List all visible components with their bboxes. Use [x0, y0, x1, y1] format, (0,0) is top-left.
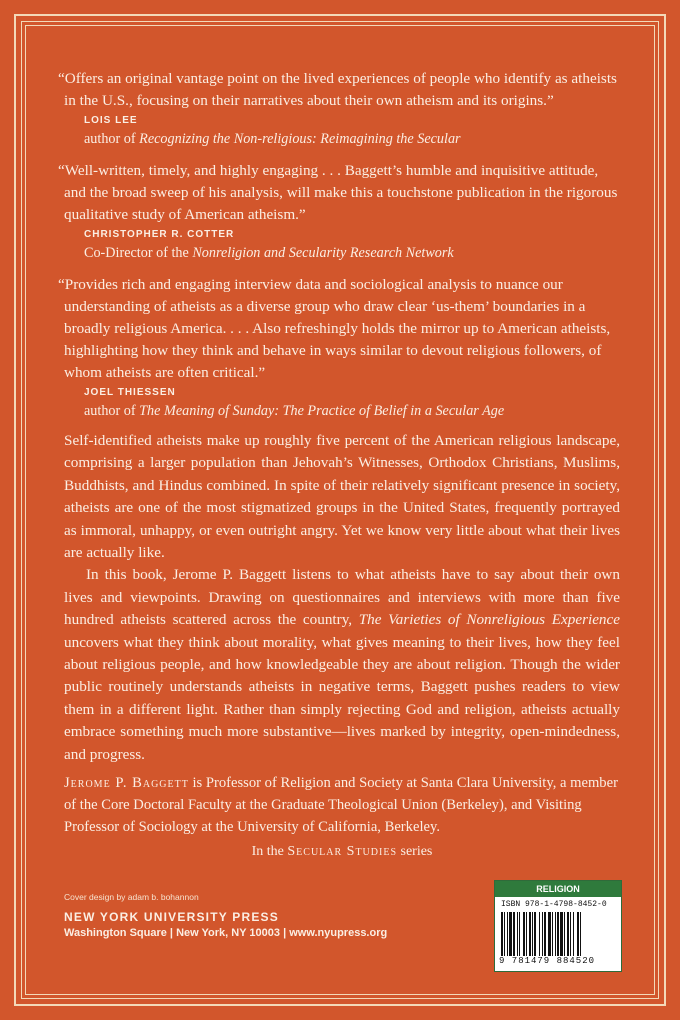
blurb-author-name: CHRISTOPHER R. COTTER — [84, 229, 235, 240]
barcode-bar — [534, 912, 536, 956]
barcode-bar — [567, 912, 569, 956]
barcode-bar — [507, 912, 508, 956]
blurb-3 — [58, 274, 620, 422]
barcode-bar — [552, 912, 553, 956]
blurb-quote: “Offers an original vantage point on the lived experiences of people who identify as atheists in the U.S., focusing on their narratives about their own atheism and its origins.” — [58, 70, 617, 109]
barcode-bar — [560, 912, 563, 956]
blurb-1 — [58, 68, 620, 150]
barcode-bar — [539, 912, 540, 956]
barcode-icon — [499, 912, 617, 956]
blurb-author-credit: Co-Director of the Nonreligion and Secularity Research Network — [84, 245, 454, 261]
barcode-bar — [570, 912, 571, 956]
blurb-quote: “Well-written, timely, and highly engaging . . . Baggett’s humble and inquisitive attitude, and the broad sweep of his analysis, will make this a touchstone publication in the rigorous qualitative study of American atheism.” — [58, 162, 618, 223]
barcode-number: 9 781479 884520 — [499, 956, 596, 966]
barcode-bar — [501, 912, 503, 956]
isbn-text: ISBN 978-1-4798-8452-0 — [501, 900, 607, 909]
barcode-bar — [542, 912, 543, 956]
blurb-2 — [58, 160, 620, 264]
barcode-bar — [529, 912, 531, 956]
blurb-author-credit: author of Recognizing the Non-religious: Reimagining the Secular — [84, 131, 461, 147]
category-label: RELIGION — [495, 881, 621, 897]
barcode-panel — [494, 880, 622, 972]
publisher-name: NEW YORK UNIVERSITY PRESS — [64, 910, 279, 924]
barcode-bar — [519, 912, 520, 956]
barcode-bar — [577, 912, 579, 956]
barcode-bar — [564, 912, 565, 956]
barcode-bar — [509, 912, 512, 956]
barcode-bar — [517, 912, 518, 956]
description-paragraph-1: Self-identified atheists make up roughly five percent of the American religious landscape, comprising a larger population than Jehovah’s Witnesses, Orthodox Christians, Muslims, Buddhists, and Hindus combined. In spite of their relatively significant presence in society, atheists are one of the most stigmatized groups in the United States, frequently portrayed as immoral, unhappy, or even outright angry. Yet we know very little about what their lives are actually like. — [64, 432, 620, 562]
publisher-address: Washington Square | New York, NY 10003 | www.nyupress.org — [64, 927, 388, 939]
barcode-bar — [504, 912, 505, 956]
barcode-bar — [513, 912, 515, 956]
barcode-bar — [532, 912, 533, 956]
barcode-bar — [573, 912, 574, 956]
blurb-quote: “Provides rich and engaging interview data and sociological analysis to nuance our understanding of atheists as a diverse group who draw clear ‘us-them’ boundaries in a broadly religious America. . . . Also refreshingly holds the mirror up to American atheists, highlighting how they think and behave in ways similar to devout religious followers, of whom atheists are often critical.” — [58, 276, 611, 381]
blurb-author-name: JOEL THIESSEN — [84, 387, 176, 398]
barcode-bar — [544, 912, 546, 956]
barcode-bar — [557, 912, 559, 956]
blurb-author-name: LOIS LEE — [84, 115, 138, 126]
blurb-author-credit: author of The Meaning of Sunday: The Practice of Belief in a Secular Age — [84, 403, 505, 419]
barcode-bar — [526, 912, 527, 956]
back-cover-content — [58, 68, 621, 860]
author-bio: Jerome P. Baggett is Professor of Religion and Society at Santa Clara University, a member of the Core Doctoral Faculty at the Graduate Theological Union (Berkeley), and Visiting Professor of Sociology at the University of California, Berkeley. — [64, 775, 618, 836]
publisher-footer — [64, 892, 484, 939]
barcode-bar — [523, 912, 525, 956]
barcode-bar — [555, 912, 556, 956]
cover-design-credit: Cover design by adam b. bohannon — [64, 892, 199, 902]
barcode-bar — [548, 912, 551, 956]
author-name: Jerome P. Baggett — [64, 775, 189, 792]
description-paragraph-2: In this book, Jerome P. Baggett listens to what atheists have to say about their own lives and viewpoints. Drawing on questionnaires and interviews with more than five hundred atheists scattered across the country, The Varieties of Nonreligious Experience uncovers what they think about morality, what gives meaning to their lives, how they feel about religious people, and how knowledgeable they are about religion. Though the wider public routinely understands atheists in negative terms, Baggett pushes readers to view them in a different light. Rather than simply rejecting God and religion, atheists actually embrace something much more substantive—lives marked by integrity, open-mindedness, and progress. — [64, 566, 621, 763]
series-note: In the Secular Studies series — [251, 844, 433, 860]
barcode-bar — [580, 912, 581, 956]
